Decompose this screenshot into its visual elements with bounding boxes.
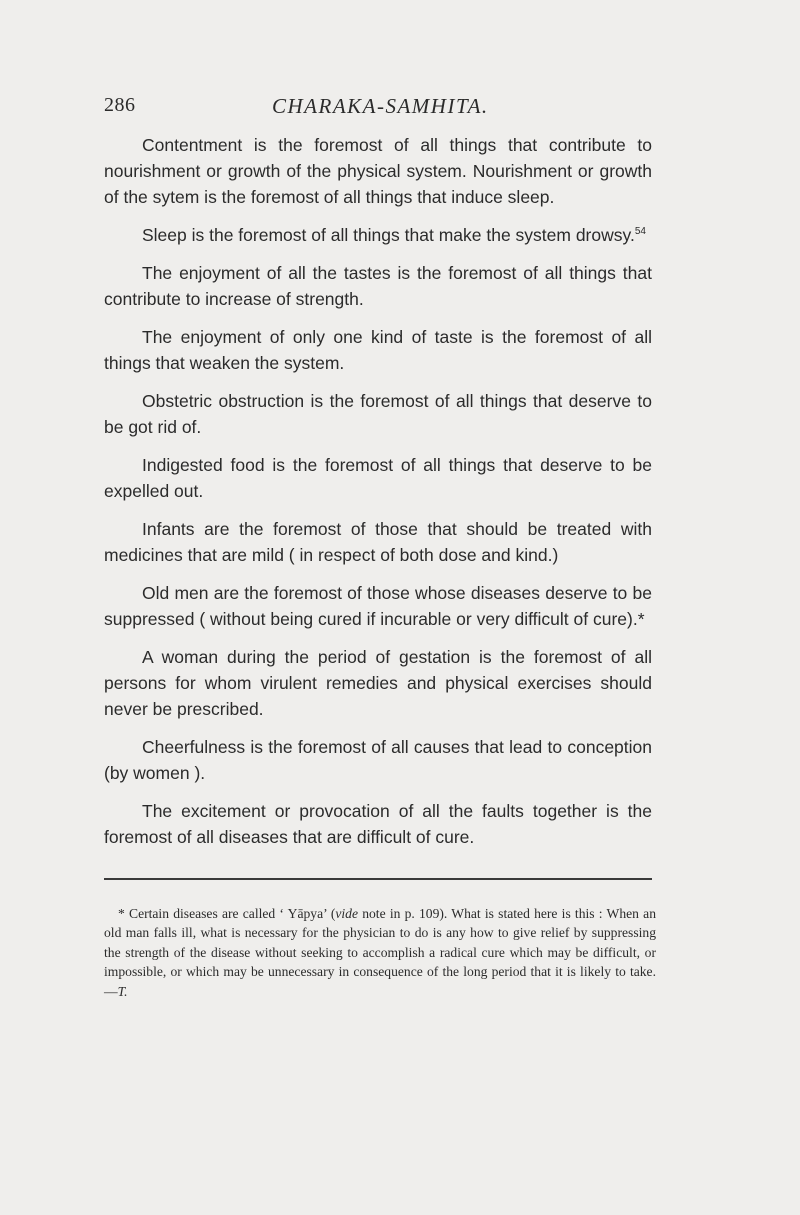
paragraph-excitement: The excitement or provocation of all the faults together is the foremost of all diseases that are difficult of cure.: [104, 801, 652, 847]
footnote-divider: [104, 878, 652, 880]
footnote: [104, 904, 656, 1002]
main-text: [104, 132, 652, 862]
page-header: [104, 94, 664, 120]
paragraph-sleep-text: Sleep is the foremost of all things that make the system drowsy.: [142, 225, 635, 245]
paragraph-indigested-food: Indigested food is the foremost of all things that deserve to be expelled out.: [104, 455, 652, 501]
paragraph-cheerfulness: Cheerfulness is the foremost of all causes that lead to conception (by women ).: [104, 737, 652, 783]
paragraph-obstetric: Obstetric obstruction is the foremost of all things that deserve to be got rid of.: [104, 391, 652, 437]
paragraph-woman-gestation: A woman during the period of gestation is the foremost of all persons for whom virulent remedies and physical exercises should never be prescribed.: [104, 647, 652, 719]
footnote-vide: vide: [335, 905, 359, 921]
footnote-text-1: * Certain diseases are called ‘ Yāpya’ (: [118, 905, 336, 921]
paragraph-old-men: Old men are the foremost of those whose diseases deserve to be suppressed ( without being cured if incurable or very difficult of cure).*: [104, 583, 652, 629]
note-marker: 54: [634, 226, 646, 238]
paragraph-infants: Infants are the foremost of those that should be treated with medicines that are mild ( in respect of both dose and kind.): [104, 519, 652, 565]
paragraph-all-tastes: The enjoyment of all the tastes is the foremost of all things that contribute to increase of strength.: [104, 263, 652, 309]
footnote-translator: T.: [117, 983, 128, 999]
footnote-text-2: note in p. 109). What is stated here is this : When an old man falls ill, what is necessary for the physician to do is any how to give relief by suppressing the strength of the disease without seeking to accomplish a radical cure which may be difficult, or impossible, or which may be unnecessary in consequence of the long period that it is likely to take.—: [104, 905, 656, 999]
paragraph-contentment: Contentment is the foremost of all things that contribute to nourishment or growth of the physical system. Nourishment or growth of the sytem is the foremost of all things that induce sleep.: [104, 135, 652, 207]
running-title: CHARAKA-SAMHITA.: [272, 94, 489, 118]
page-number: 286: [104, 94, 136, 116]
paragraph-one-taste: The enjoyment of only one kind of taste is the foremost of all things that weaken the system.: [104, 327, 652, 373]
paragraph-sleep: [104, 222, 652, 248]
